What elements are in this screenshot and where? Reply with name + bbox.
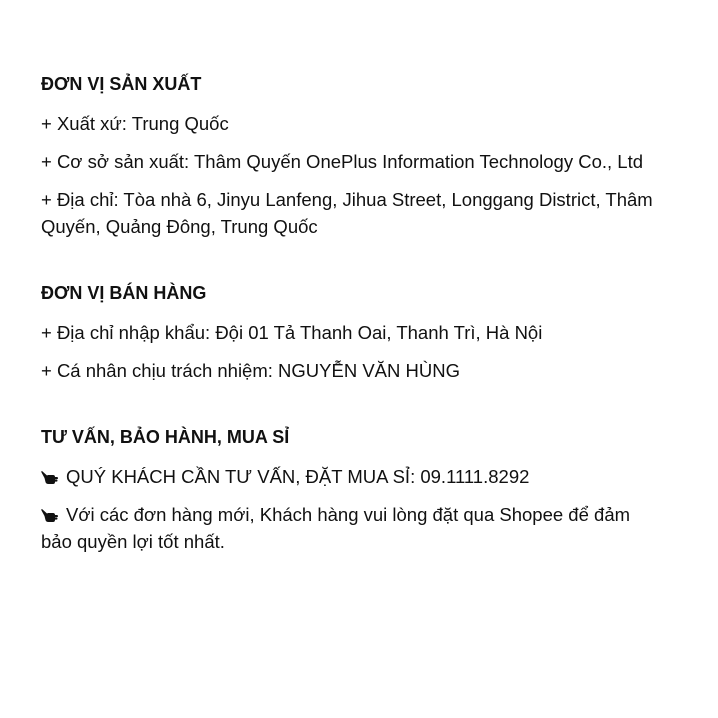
facility-line: + Cơ sở sản xuất: Thâm Quyến OnePlus Information Technology Co., Ltd xyxy=(41,151,644,172)
note-line xyxy=(41,501,661,555)
hotline-line xyxy=(41,463,661,490)
pointing-hand-icon xyxy=(41,507,60,523)
content xyxy=(41,72,661,596)
seller-section xyxy=(41,281,661,384)
support-heading: TƯ VẤN, BẢO HÀNH, MUA SỈ xyxy=(41,427,290,447)
support-section xyxy=(41,425,661,555)
import-address-line: + Địa chỉ nhập khẩu: Đội 01 Tả Thanh Oai, Thanh Trì, Hà Nội xyxy=(41,322,543,343)
manufacturer-heading: ĐƠN VỊ SẢN XUẤT xyxy=(41,74,202,94)
pointing-hand-icon xyxy=(41,469,60,485)
manufacturer-section xyxy=(41,72,661,240)
seller-heading: ĐƠN VỊ BÁN HÀNG xyxy=(41,283,207,303)
address-line: + Địa chỉ: Tòa nhà 6, Jinyu Lanfeng, Jihua Street, Longgang District, Thâm Quyến, Quảng Đông, Trung Quốc xyxy=(41,189,653,237)
note-text: Với các đơn hàng mới, Khách hàng vui lòng đặt qua Shopee để đảm bảo quyền lợi tốt nhất. xyxy=(41,504,631,552)
responsible-person-line: + Cá nhân chịu trách nhiệm: NGUYỄN VĂN HÙNG xyxy=(41,360,460,381)
origin-line: + Xuất xứ: Trung Quốc xyxy=(41,113,229,134)
hotline-text: QUÝ KHÁCH CẦN TƯ VẤN, ĐẶT MUA SỈ: 09.1111.8292 xyxy=(66,466,530,487)
